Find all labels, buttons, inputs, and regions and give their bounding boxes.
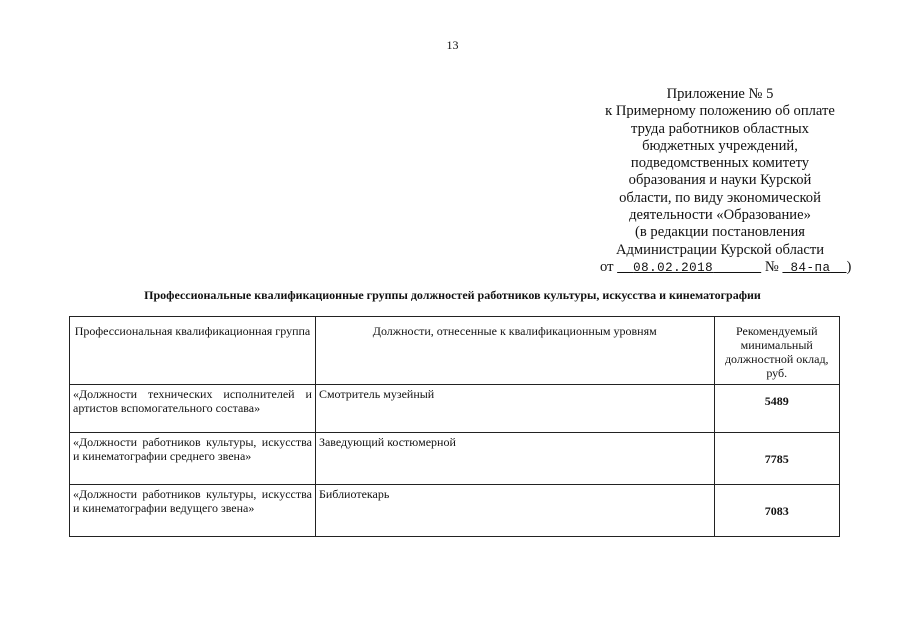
cell-group: «Должности технических исполнителей и артистов вспомогательного состава» — [70, 385, 316, 433]
table-row — [70, 433, 840, 485]
document-title: Профессиональные квалификационные группы должностей работников культуры, искусства и кинематографии — [144, 288, 761, 302]
appendix-line: деятельности «Образование» — [629, 207, 811, 224]
resolution-date-line — [572, 259, 868, 277]
header-salary: Рекомендуемый минимальный должностной оклад, руб. — [714, 317, 840, 385]
appendix-line: бюджетных учреждений, — [642, 137, 798, 154]
cell-salary: 7083 — [714, 485, 840, 537]
appendix-header — [572, 86, 868, 277]
qualification-table — [69, 316, 840, 537]
number-prefix: № — [764, 258, 779, 275]
cell-group: «Должности работников культуры, искусства и кинематографии ведущего звена» — [70, 485, 316, 537]
cell-salary: 7785 — [714, 433, 840, 485]
appendix-line: области, по виду экономической — [619, 189, 821, 206]
resolution-date: 08.02.2018 — [633, 260, 714, 275]
resolution-number: 84-па — [790, 260, 831, 275]
cell-salary: 5489 — [714, 385, 840, 433]
cell-position: Заведующий костюмерной — [315, 433, 714, 485]
appendix-line: Приложение № 5 — [666, 86, 774, 102]
appendix-line: подведомственных комитету — [630, 155, 810, 172]
appendix-line: к Примерному положению об оплате — [605, 103, 835, 120]
table-row — [70, 385, 840, 433]
appendix-line: Администрации Курской области — [615, 241, 825, 258]
cell-position: Библиотекарь — [315, 485, 714, 537]
appendix-line: (в редакции постановления — [635, 224, 805, 241]
page-number: 13 — [446, 38, 459, 52]
appendix-line: труда работников областных — [631, 120, 809, 137]
table-row — [70, 485, 840, 537]
table-header-row — [70, 317, 840, 385]
appendix-line: образования и науки Курской — [628, 172, 812, 189]
header-positions: Должности, отнесенные к квалификационным уровням — [315, 317, 714, 385]
cell-position: Смотритель музейный — [315, 385, 714, 433]
date-prefix: от — [600, 258, 614, 275]
cell-group: «Должности работников культуры, искусства и кинематографии среднего звена» — [70, 433, 316, 485]
closing-paren: ) — [846, 258, 852, 275]
header-group: Профессиональная квалификационная группа — [70, 317, 316, 385]
